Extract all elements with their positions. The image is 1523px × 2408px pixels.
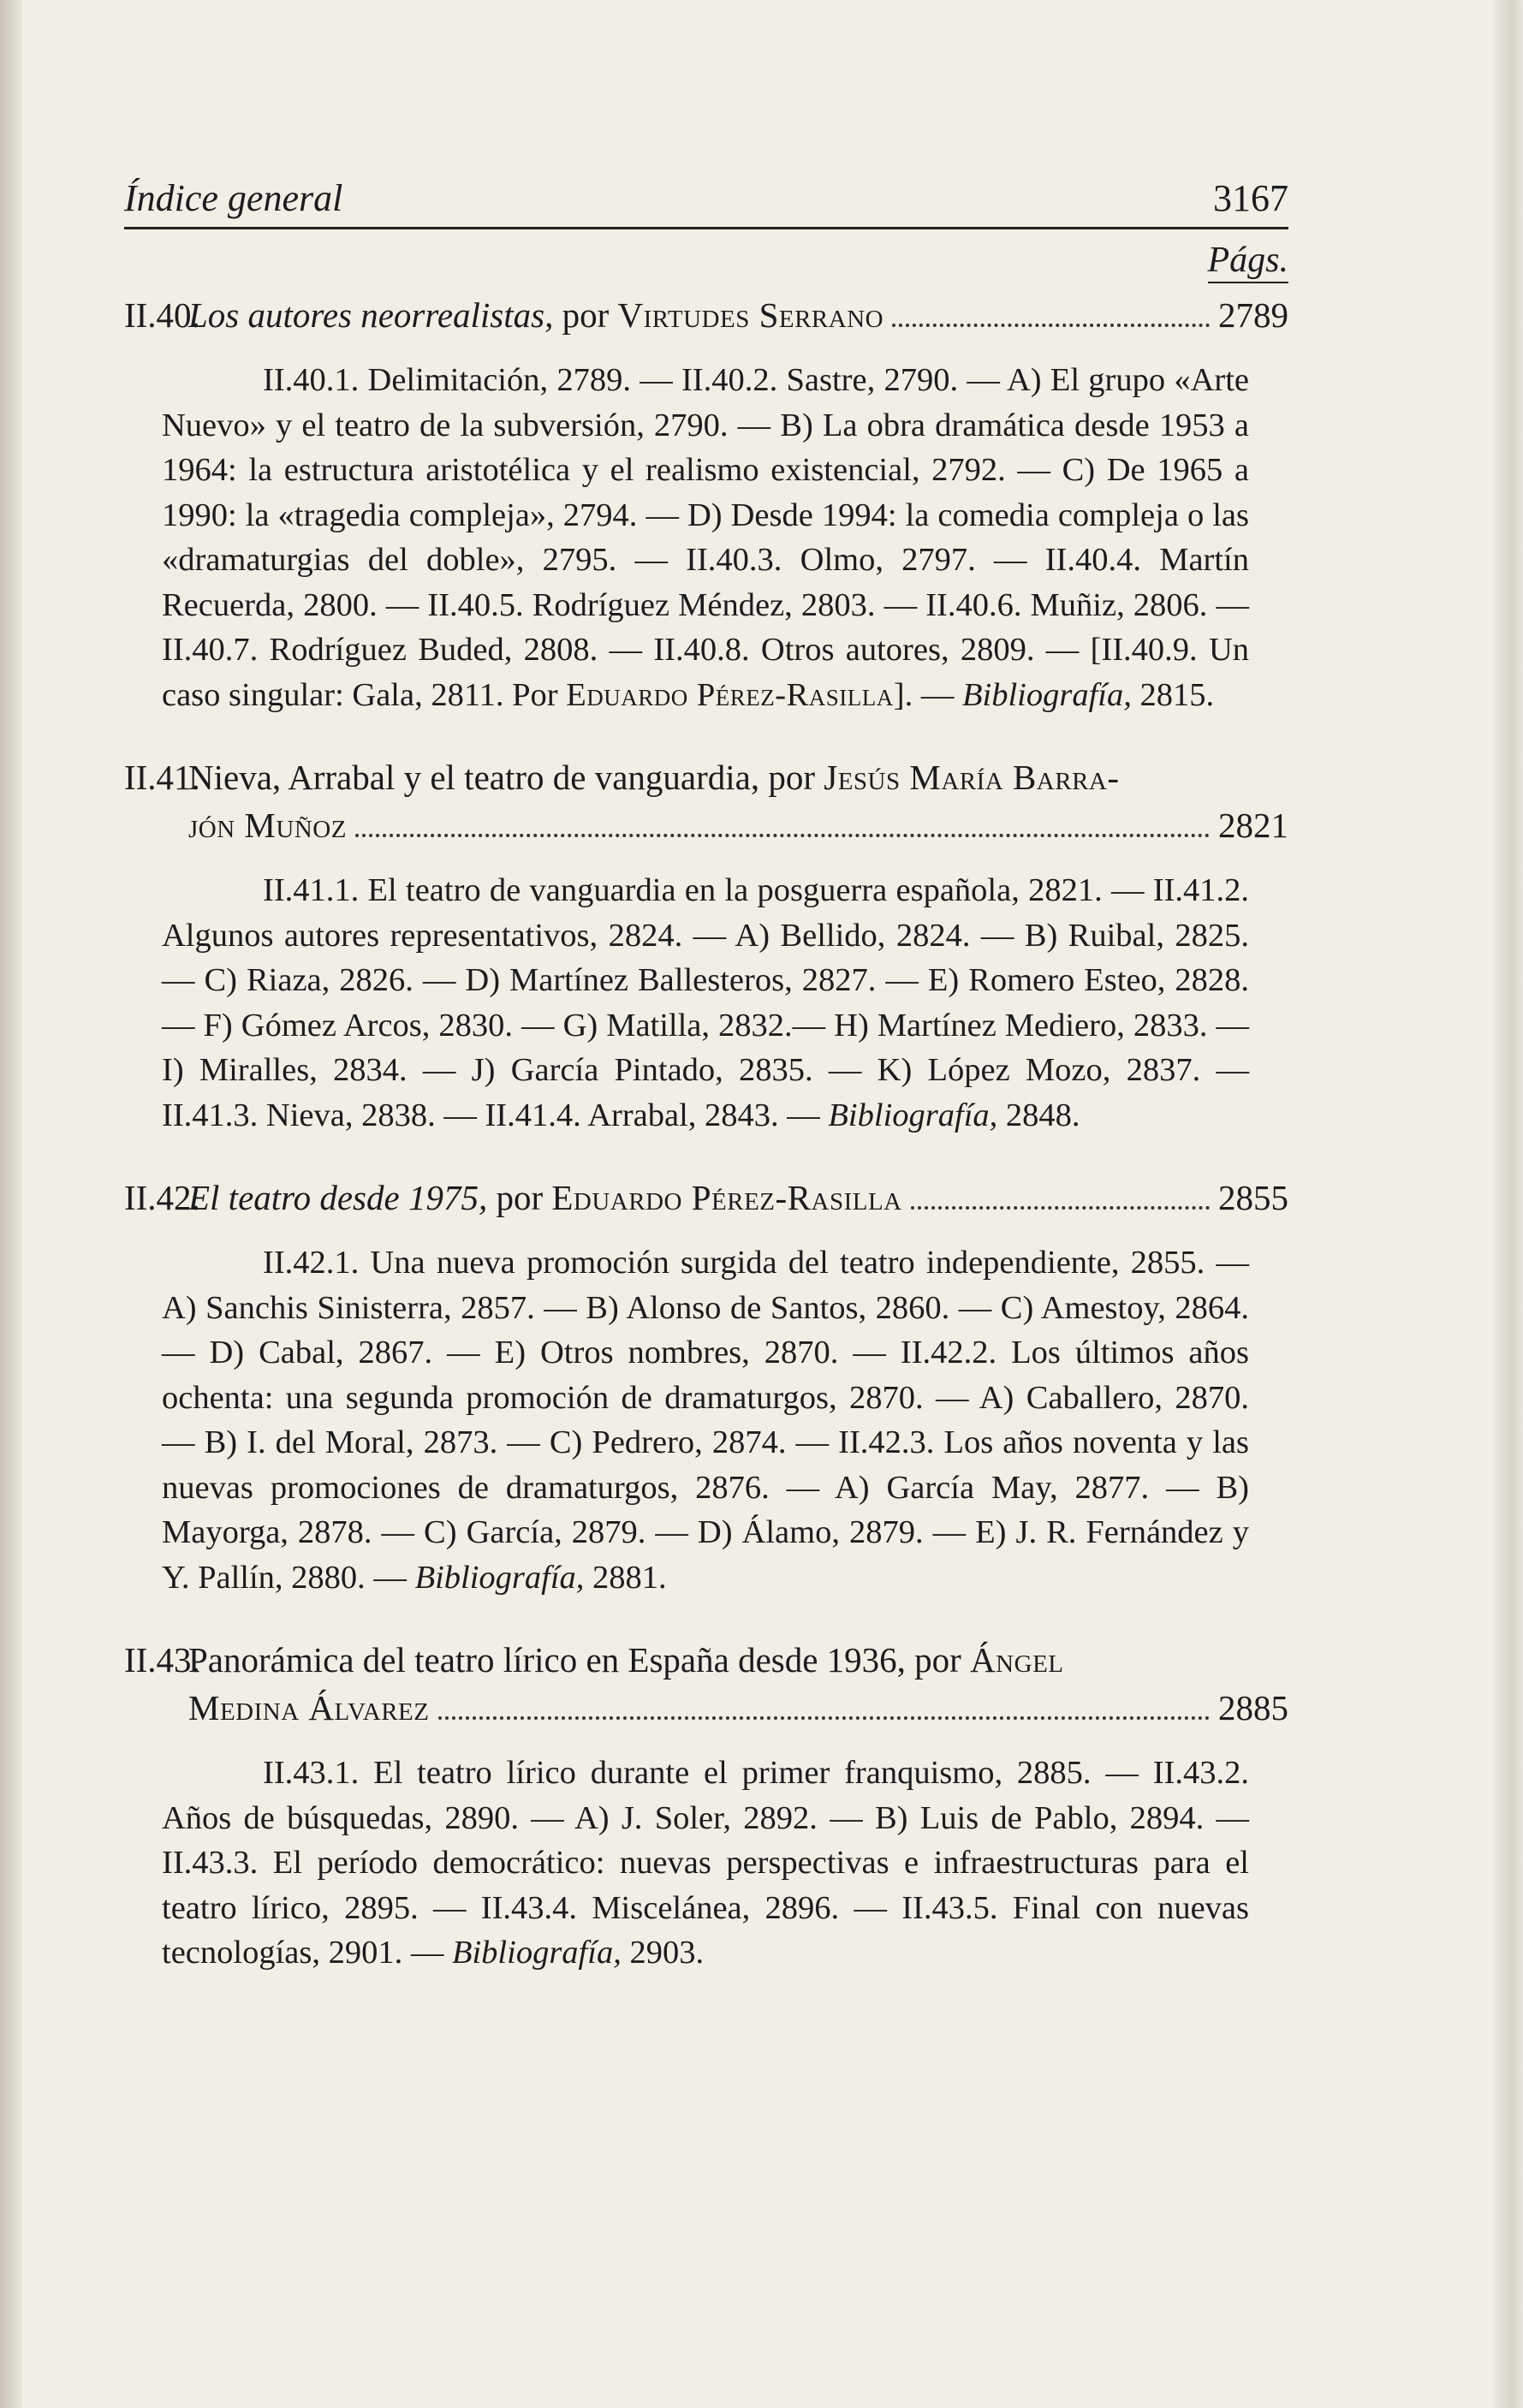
- entry-contents: [162, 1751, 1249, 1976]
- entry-contents: [162, 1240, 1249, 1600]
- entry-page-number: 2789: [1218, 295, 1288, 335]
- entry-author-line1: Ángel: [970, 1640, 1064, 1680]
- page-number: 3167: [1213, 177, 1288, 219]
- bibliography-label: Bibliografía,: [451, 1935, 622, 1971]
- toc-entry-II-40: [124, 291, 1288, 717]
- entry-page-number: 2855: [1218, 1178, 1288, 1217]
- toc-entry-II-42: [124, 1174, 1288, 1600]
- entry-number: II.41.: [124, 758, 200, 797]
- entry-contents-tail: ]. —: [893, 676, 955, 713]
- toc-entry-heading: [124, 1174, 1288, 1222]
- toc-entry-heading: [124, 753, 1288, 801]
- bibliography-page: 2903.: [629, 1935, 705, 1971]
- running-header: [124, 150, 1288, 229]
- dot-leader: [911, 1206, 1210, 1210]
- entry-by: por: [562, 295, 610, 335]
- dot-leader: [355, 834, 1210, 837]
- pages-column-label: Págs.: [124, 240, 1288, 289]
- entry-by: por: [914, 1640, 961, 1680]
- entry-contents-text: II.40.1. Delimitación, 2789. — II.40.2. Sastre, 2790. — A) El grupo «Arte Nuevo» y el teatro de la subversión, 2790. — B) La obra dramática desde 1953 a 1964: la estructura aristotélica y el realismo existencial, 2792. — C) De 1965 a 1990: la «tragedia compleja», 2794. — D) Desde 1994: la comedia compleja o las «dramaturgias del doble», 2795. — II.40.3. Olmo, 2797. — II.40.4. Martín Recuerda, 2800. — II.40.5. Rodríguez Méndez, 2803. — II.40.6. Muñiz, 2806. — II.40.7. Rodríguez Buded, 2808. — II.40.8. Otros autores, 2809. — [II.40.9. Un caso singular: Gala, 2811. Por: [162, 362, 1249, 713]
- toc-entry-heading: [124, 1636, 1288, 1684]
- page-gutter-shadow: [0, 0, 22, 2408]
- entry-by: por: [768, 758, 815, 797]
- header-title: Índice general: [124, 177, 343, 219]
- entry-author-line2: Medina Álvarez: [188, 1688, 430, 1727]
- bibliography-label: Bibliografía,: [828, 1097, 998, 1133]
- entry-by: por: [496, 1178, 544, 1217]
- dot-leader: [438, 1716, 1211, 1720]
- dot-leader: [892, 324, 1210, 327]
- entry-title: Panorámica del teatro lírico en España desde 1936,: [188, 1640, 906, 1680]
- bibliography-page: 2848.: [1005, 1097, 1080, 1133]
- entry-author: Eduardo Pérez-Rasilla: [551, 1178, 902, 1217]
- entry-contents: [162, 868, 1249, 1138]
- entry-contents-text: II.42.1. Una nueva promoción surgida del teatro independiente, 2855. — A) Sanchis Sinisterra, 2857. — B) Alonso de Santos, 2860. — C) Amestoy, 2864. — D) Cabal, 2867. — E) Otros nombres, 2870. — II.42.2. Los últimos años ochenta: una segunda promoción de dramaturgos, 2870. — A) Caballero, 2870. — B) I. del Moral, 2873. — C) Pedrero, 2874. — II.42.3. Los años noventa y las nuevas promociones de dramaturgos, 2876. — A) García May, 2877. — B) Mayorga, 2878. — C) García, 2879. — D) Álamo, 2879. — E) J. R. Fernández y Y. Pallín, 2880. —: [162, 1245, 1249, 1596]
- book-page: [124, 150, 1288, 1976]
- bibliography-label: Bibliografía,: [962, 676, 1132, 713]
- entry-contents-author: Eduardo Pérez-Rasilla: [566, 676, 894, 713]
- entry-contents-text: II.41.1. El teatro de vanguardia en la posguerra española, 2821. — II.41.2. Algunos autores representativos, 2824. — A) Bellido, 2824. — B) Ruibal, 2825. — C) Riaza, 2826. — D) Martínez Ballesteros, 2827. — E) Romero Esteo, 2828. — F) Gómez Arcos, 2830. — G) Matilla, 2832.— H) Martínez Mediero, 2833. — I) Miralles, 2834. — J) García Pintado, 2835. — K) López Mozo, 2837. — II.41.3. Nieva, 2838. — II.41.4. Arrabal, 2843. —: [162, 872, 1249, 1133]
- bibliography-page: 2815.: [1139, 676, 1215, 713]
- bibliography-page: 2881.: [592, 1559, 667, 1596]
- entry-contents: [162, 358, 1249, 717]
- entry-number: II.43.: [124, 1640, 200, 1680]
- entry-title: Nieva, Arrabal y el teatro de vanguardia,: [188, 758, 760, 797]
- entry-author: Virtudes Serrano: [617, 295, 884, 335]
- entry-page-number: 2821: [1218, 806, 1288, 845]
- toc-entry-heading-cont: [124, 1684, 1288, 1732]
- entry-title: Los autores neorrealistas,: [188, 295, 554, 335]
- entry-page-number: 2885: [1218, 1688, 1288, 1727]
- entry-number: II.40.: [124, 295, 200, 335]
- toc-entry-II-41: [124, 753, 1288, 1138]
- toc-entry-heading: [124, 291, 1288, 339]
- entry-author-line2: jón Muñoz: [188, 806, 347, 845]
- toc-entry-heading-cont: [124, 801, 1288, 849]
- page-edge-shadow: [1494, 0, 1523, 2408]
- bibliography-label: Bibliografía,: [414, 1559, 585, 1596]
- entry-author-line1: Jesús María Barra-: [824, 758, 1120, 797]
- entry-number: II.42.: [124, 1178, 200, 1217]
- toc-entry-II-43: [124, 1636, 1288, 1976]
- entry-title: El teatro desde 1975,: [188, 1178, 488, 1217]
- entry-contents-text: II.43.1. El teatro lírico durante el primer franquismo, 2885. — II.43.2. Años de búsquedas, 2890. — A) J. Soler, 2892. — B) Luis de Pablo, 2894. — II.43.3. El período democrático: nuevas perspectivas e infraestructuras para el teatro lírico, 2895. — II.43.4. Miscelánea, 2896. — II.43.5. Final con nuevas tecnologías, 2901. —: [162, 1755, 1249, 1971]
